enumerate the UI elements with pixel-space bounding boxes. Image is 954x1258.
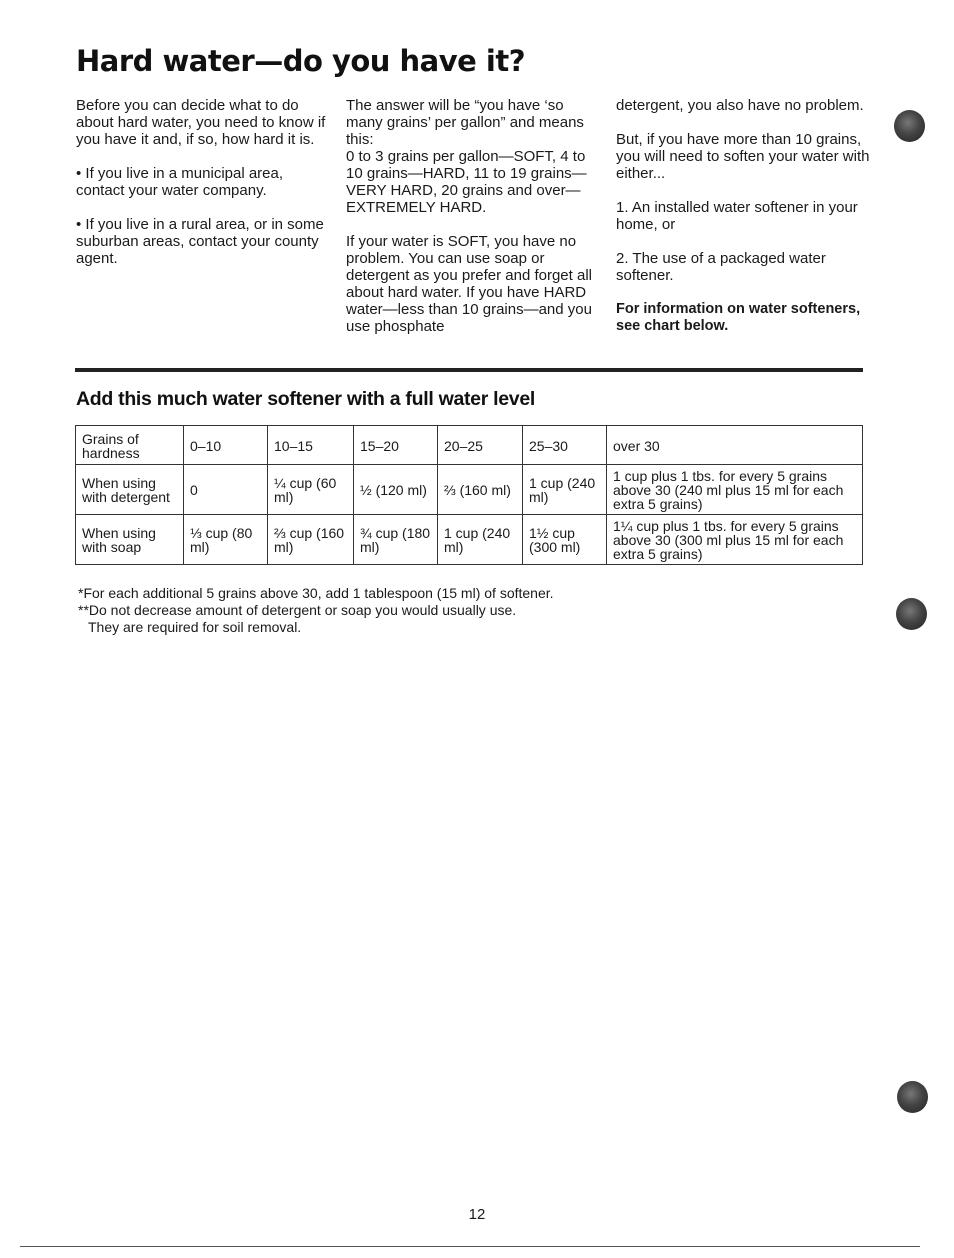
table-header-cell: 20–25 — [438, 426, 523, 465]
section-title: Add this much water softener with a full water level — [76, 388, 535, 410]
table-header-cell: over 30 — [607, 426, 863, 465]
soft-water-paragraph: If your water is SOFT, you have no problem. You can use soap or detergent as you prefer and forget all about hard water. If you have HARD water—less than 10 grains—and you use phosphate — [346, 233, 592, 335]
bullet-rural: • If you live in a rural area, or in some suburban areas, contact your county agent. — [76, 216, 324, 267]
table-cell: 1 cup (240 ml) — [523, 465, 607, 515]
table-cell: ⅓ cup (80 ml) — [184, 515, 268, 565]
table-header-cell: 10–15 — [268, 426, 354, 465]
table-row-label: When using with detergent — [76, 465, 184, 515]
intro-column-1 — [76, 97, 334, 267]
option-installed: 1. An installed water softener in your home, or — [616, 199, 858, 233]
bottom-rule — [20, 1246, 920, 1247]
table-cell: 0 — [184, 465, 268, 515]
softener-chart — [75, 425, 863, 565]
page-title: Hard water—do you have it? — [76, 44, 526, 78]
bullet-municipal: • If you live in a municipal area, contact your water company. — [76, 165, 284, 199]
soften-paragraph: But, if you have more than 10 grains, you will need to soften your water with either... — [616, 131, 870, 182]
table-header-cell: 25–30 — [523, 426, 607, 465]
table-cell: ½ (120 ml) — [354, 465, 438, 515]
binder-hole-middle — [896, 598, 927, 630]
section-divider — [75, 368, 863, 372]
table-header-cell: 0–10 — [184, 426, 268, 465]
intro-column-2 — [346, 97, 604, 335]
intro-column-3 — [616, 97, 878, 335]
table-row — [76, 515, 863, 565]
table-cell: 1½ cup (300 ml) — [523, 515, 607, 565]
table-row-label: When using with soap — [76, 515, 184, 565]
table-header-cell: 15–20 — [354, 426, 438, 465]
footnotes — [78, 585, 554, 636]
footnote-1: *For each additional 5 grains above 30, add 1 tablespoon (15 ml) of softener. — [78, 585, 554, 601]
table-cell: 1¼ cup plus 1 tbs. for every 5 grains above 30 (300 ml plus 15 ml for each extra 5 grains) — [607, 515, 863, 565]
table-cell: 1 cup plus 1 tbs. for every 5 grains above 30 (240 ml plus 15 ml for each extra 5 grains) — [607, 465, 863, 515]
intro-paragraph: Before you can decide what to do about hard water, you need to know if you have it and, if so, how hard it is. — [76, 97, 326, 148]
continuation-paragraph: detergent, you also have no problem. — [616, 97, 864, 114]
table-cell: ⅔ cup (160 ml) — [268, 515, 354, 565]
footnote-2-continued: They are required for soil removal. — [88, 619, 302, 635]
table-cell: 1 cup (240 ml) — [438, 515, 523, 565]
table-row — [76, 426, 863, 465]
binder-hole-bottom — [897, 1081, 928, 1113]
footnote-2: **Do not decrease amount of detergent or soap you would usually use. — [78, 602, 517, 618]
page-number: 12 — [468, 1206, 486, 1223]
hardness-scale: 0 to 3 grains per gallon—SOFT, 4 to 10 grains—HARD, 11 to 19 grains—VERY HARD, 20 grains and over—EXTREMELY HARD. — [346, 148, 587, 216]
option-packaged: 2. The use of a packaged water softener. — [616, 250, 826, 284]
answer-paragraph: The answer will be “you have ‘so many grains’ per gallon” and means this: — [346, 97, 584, 148]
table-cell: ¼ cup (60 ml) — [268, 465, 354, 515]
table-cell: ¾ cup (180 ml) — [354, 515, 438, 565]
table-header-cell: Grains of hardness — [76, 426, 184, 465]
table-row — [76, 465, 863, 515]
binder-hole-top — [894, 110, 925, 142]
chart-note: For information on water softeners, see chart below. — [616, 301, 861, 334]
table-cell: ⅔ (160 ml) — [438, 465, 523, 515]
